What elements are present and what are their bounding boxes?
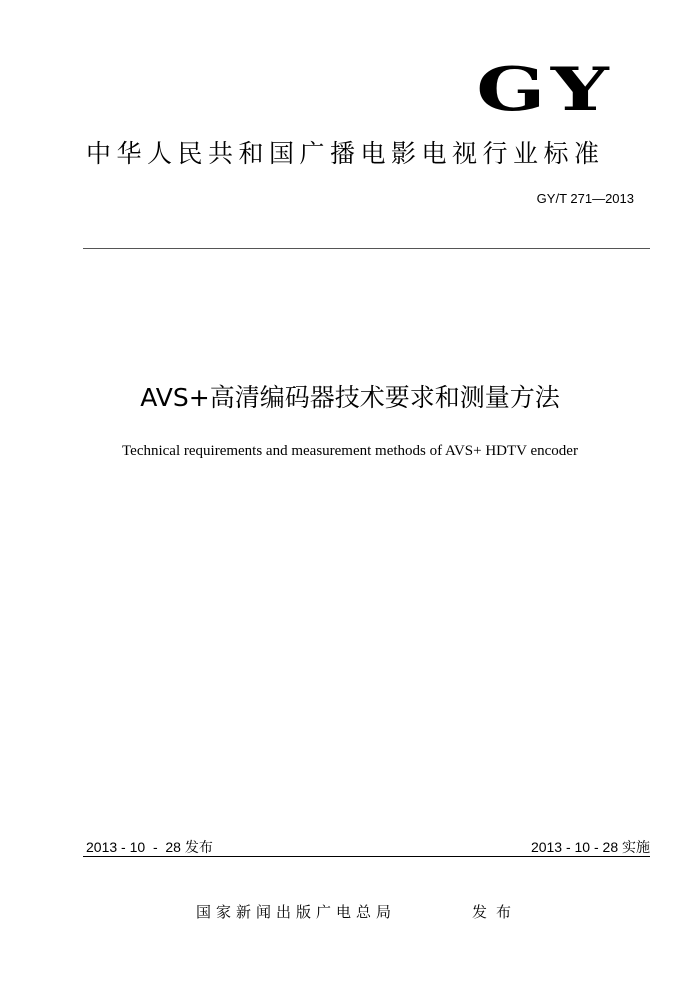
footer-divider: [83, 856, 650, 857]
issuer-name: 国家新闻出版广电总局: [196, 903, 397, 921]
standard-code: GY/T 271—2013: [536, 191, 634, 206]
issuer-action: 发布: [472, 903, 521, 921]
header-divider: [83, 248, 650, 249]
publish-date: 2013 - 10 - 28 发布: [86, 839, 213, 855]
effective-date: 2013 - 10 - 28 实施: [530, 839, 650, 855]
standard-title: 中华人民共和国广播电影电视行业标准: [86, 139, 605, 168]
document-title: AVS+高清编码器技术要求和测量方法: [140, 383, 560, 412]
gy-logo: GY: [476, 55, 614, 125]
document-title-english: Technical requirements and measurement methods of AVS+ HDTV encoder: [122, 443, 578, 459]
